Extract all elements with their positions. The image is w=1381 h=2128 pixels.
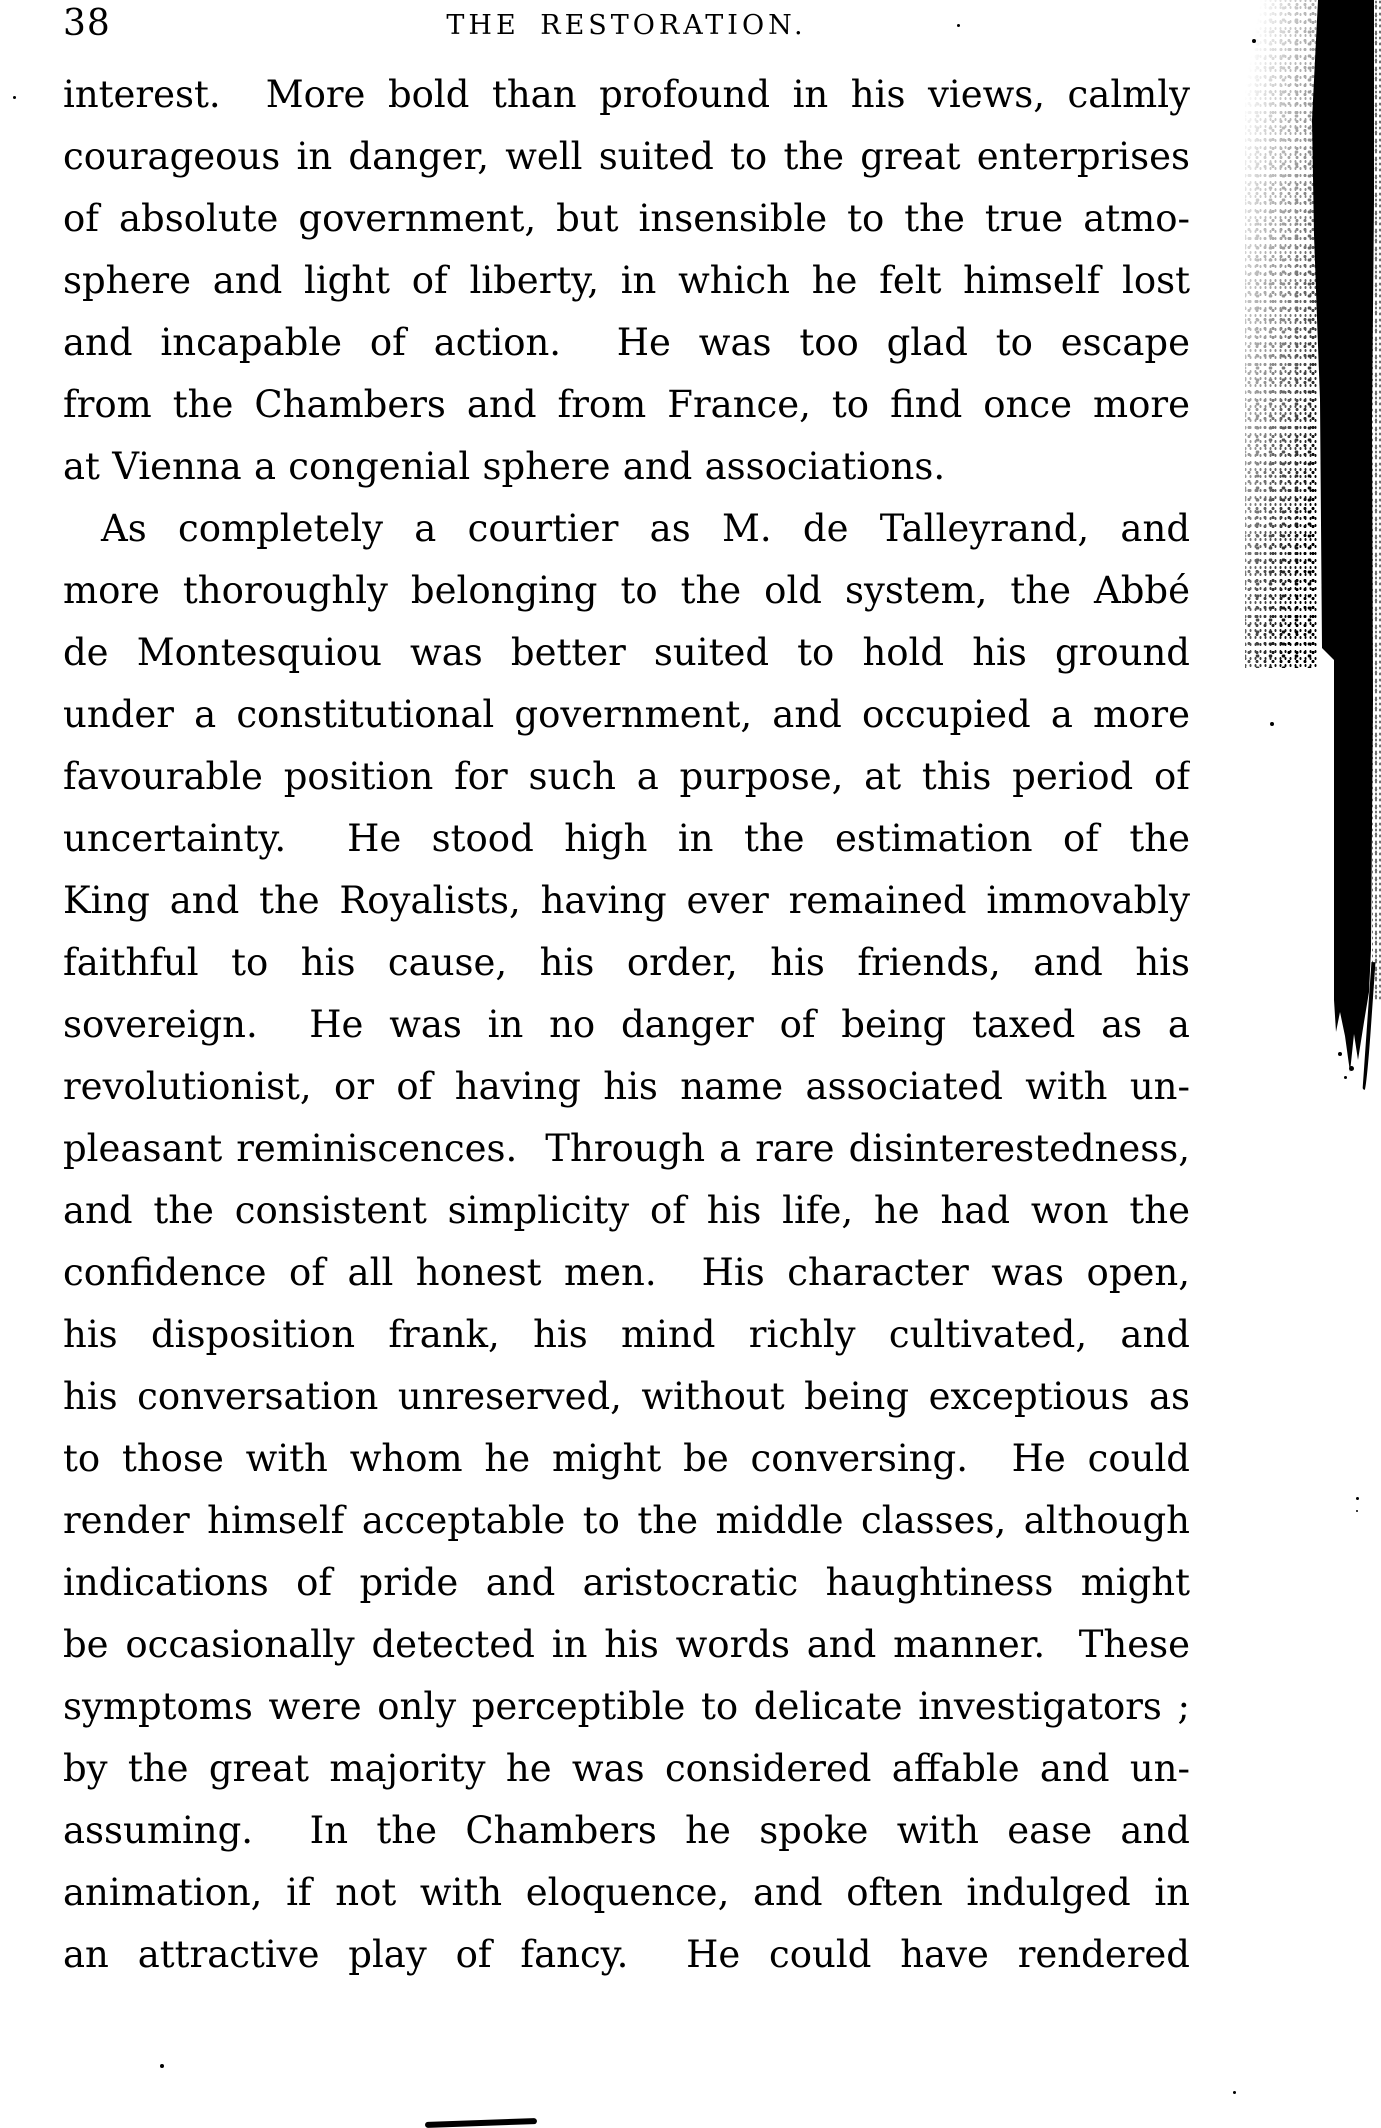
text-line: interest. More bold than profound in his views, calmly [63, 73, 1190, 116]
text-line: sovereign. He was in no danger of being taxed as a [63, 1003, 1190, 1046]
scan-speck [1338, 1052, 1342, 1056]
text-line: pleasant reminiscences. Through a rare disinterestedness, [63, 1127, 1190, 1170]
scan-speck [1233, 2091, 1236, 2094]
text-line: de Montesquiou was better suited to hold his ground [63, 631, 1190, 674]
text-line: of absolute government, but insensible to the true atmo- [63, 197, 1190, 240]
text-line: favourable position for such a purpose, at this period of [63, 755, 1190, 798]
scan-smudge [425, 2118, 537, 2128]
text-line: courageous in danger, well suited to the great enterprises [63, 135, 1190, 178]
scan-speck [1270, 722, 1274, 726]
text-line: from the Chambers and from France, to find once more [63, 383, 1190, 426]
text-line: symptoms were only perceptible to delicate investigators ; [63, 1685, 1190, 1728]
text-line: King and the Royalists, having ever remained immovably [63, 879, 1190, 922]
scan-speck [1356, 1510, 1358, 1512]
text-line: faithful to his cause, his order, his friends, and his [63, 941, 1190, 984]
scan-speck [160, 2064, 164, 2068]
text-line: his conversation unreserved, without being exceptious as [63, 1375, 1190, 1418]
text-line: As completely a courtier as M. de Talleyrand, and [101, 507, 1190, 550]
text-line: animation, if not with eloquence, and often indulged in [63, 1871, 1190, 1914]
text-line: his disposition frank, his mind richly cultivated, and [63, 1313, 1190, 1356]
scan-speck [1349, 1066, 1354, 1071]
scan-speck [1252, 39, 1256, 43]
running-header-title: THE RESTORATION. [446, 10, 807, 41]
binding-shadow-edge-noise [1372, 0, 1381, 1000]
text-line: and the consistent simplicity of his life, he had won the [63, 1189, 1190, 1232]
text-line: an attractive play of fancy. He could have rendered [63, 1933, 1190, 1976]
text-line: more thoroughly belonging to the old system, the Abbé [63, 569, 1190, 612]
text-line: under a constitutional government, and occupied a more [63, 693, 1190, 736]
scan-speck [1344, 1076, 1347, 1079]
scan-speck [957, 24, 960, 27]
text-line: to those with whom he might be conversing. He could [63, 1437, 1190, 1480]
scan-speck [13, 96, 16, 99]
text-line: confidence of all honest men. His character was open, [63, 1251, 1190, 1294]
binding-shadow-noise [1245, 0, 1319, 668]
text-line: revolutionist, or of having his name associated with un- [63, 1065, 1190, 1108]
text-line: assuming. In the Chambers he spoke with ease and [63, 1809, 1190, 1852]
scan-speck [1356, 1497, 1359, 1500]
text-line: uncertainty. He stood high in the estimation of the [63, 817, 1190, 860]
text-line: at Vienna a congenial sphere and associations. [63, 445, 946, 488]
body-text [63, 64, 1190, 1986]
text-line: be occasionally detected in his words and manner. These [63, 1623, 1190, 1666]
binding-shadow-band [1312, 0, 1374, 1080]
text-line: render himself acceptable to the middle classes, although [63, 1499, 1190, 1542]
text-line: sphere and light of liberty, in which he felt himself lost [63, 259, 1190, 302]
page-number: 38 [63, 3, 111, 44]
text-line: by the great majority he was considered affable and un- [63, 1747, 1190, 1790]
text-line: and incapable of action. He was too glad to escape [63, 321, 1190, 364]
text-line: indications of pride and aristocratic haughtiness might [63, 1561, 1190, 1604]
